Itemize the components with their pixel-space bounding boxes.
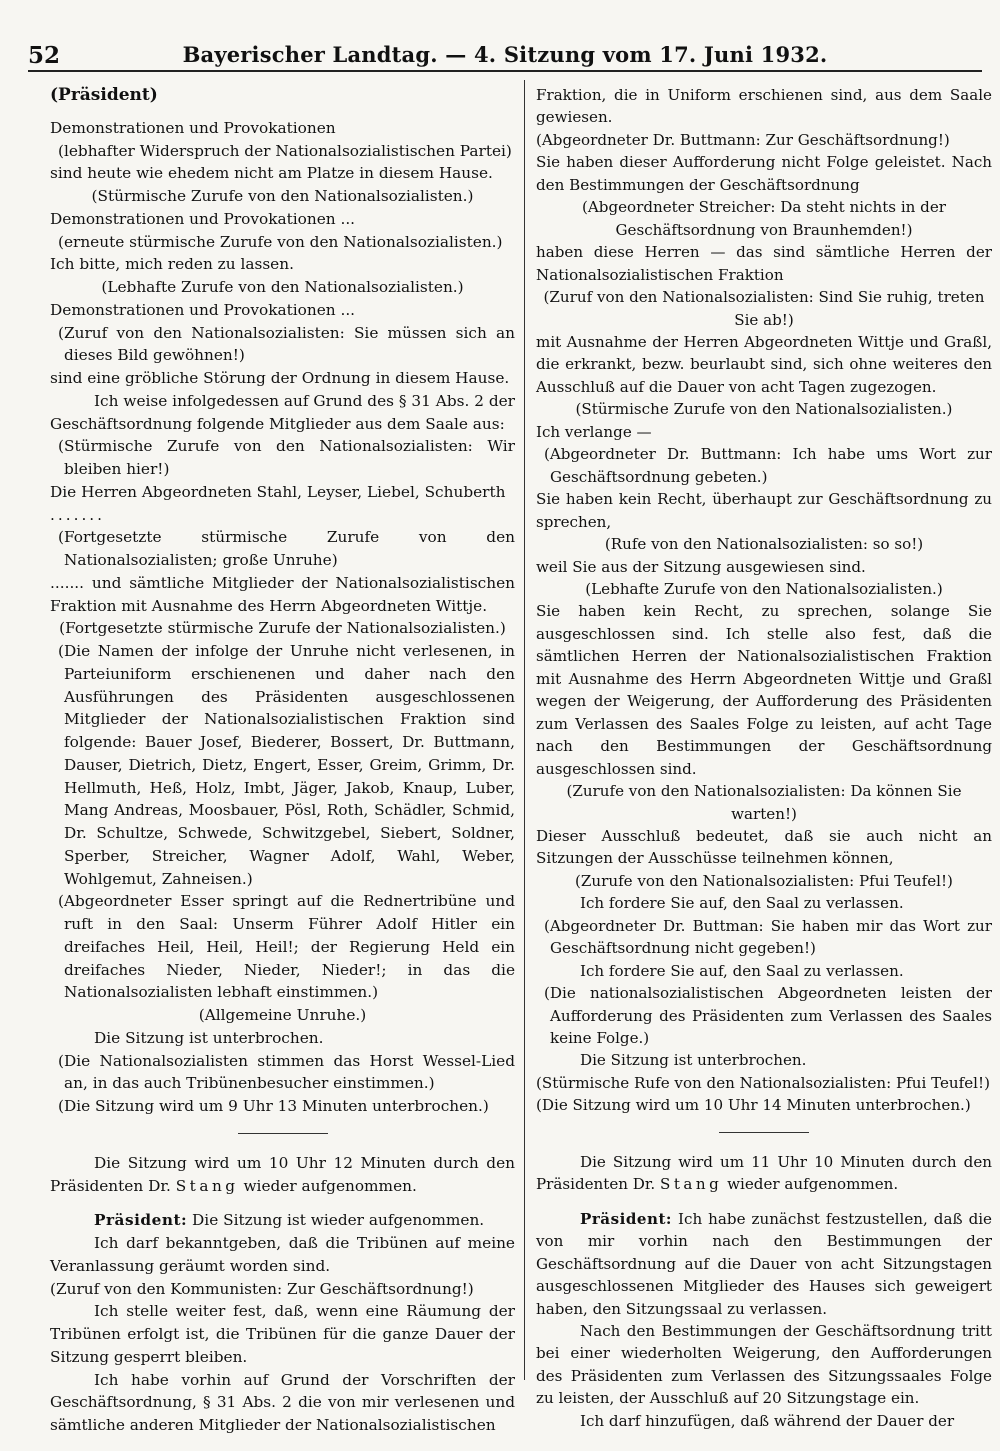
spacer xyxy=(50,1197,515,1209)
paragraph: Ich verlange — xyxy=(536,422,652,441)
note-text: wieder aufgenommen. xyxy=(238,1176,417,1195)
speech-text: Ich habe zunächst festzustellen, daß die von mir vorhin nach den Bestimmungen der Geschäftsordnung auf die Dauer von acht Sitzungstagen ausgeschlossenen Mitglieder des Hauses sich geweigert haben, den Sitzungssaal zu verlassen. xyxy=(536,1209,992,1318)
page-header xyxy=(28,36,982,72)
paragraph: Demonstrationen und Provokationen ... xyxy=(50,209,356,228)
interjection: (Abgeordneter Dr. Buttmann: Ich habe ums Wort zur Geschäftsordnung gebeten.) xyxy=(544,445,992,486)
interjection: (Abgeordneter Esser springt auf die Rednertribüne und ruft in den Saal: Unserm Führer Adolf Hitler ein dreifaches Heil, Heil, Heil!; der Regierung Held ein dreifaches Nieder, Nieder, Nieder!; in das die Nationalsozialisten lebhaft einstimmen.) xyxy=(58,892,515,1002)
interjection: (Stürmische Zurufe von den Nationalsozialisten.) xyxy=(91,187,474,205)
interjection: (Zuruf von den Kommunisten: Zur Geschäftsordnung!) xyxy=(50,1279,474,1298)
paragraph: Ich stelle weiter fest, daß, wenn eine Räumung der Tribünen erfolgt ist, die Tribünen für die ganze Dauer der Sitzung gesperrt bleiben. xyxy=(50,1302,515,1366)
interjection: (Stürmische Zurufe von den Nationalsozialisten.) xyxy=(575,400,953,419)
paragraph: Fraktion, die in Uniform erschienen sind, aus dem Saale gewiesen. xyxy=(536,86,992,127)
note-text: Die Sitzung wird um 11 Uhr 10 Minuten durch den Präsidenten Dr. xyxy=(536,1152,992,1194)
speaker-label: Präsident: xyxy=(580,1209,672,1228)
interjection: (Rufe von den Nationalsozialisten: so so!) xyxy=(604,535,924,554)
spacer xyxy=(536,1196,992,1208)
paragraph: Ich bitte, mich reden zu lassen. xyxy=(50,255,294,274)
note-text: Die Sitzung wird um 10 Uhr 12 Minuten durch den Präsidenten Dr. xyxy=(50,1153,515,1195)
paragraph: Sie haben kein Recht, überhaupt zur Geschäftsordnung zu sprechen, xyxy=(536,490,992,531)
paragraph: Demonstrationen und Provokationen xyxy=(50,118,336,137)
interjection: (Allgemeine Unruhe.) xyxy=(198,1006,367,1024)
paragraph: Dieser Ausschluß bedeutet, daß sie auch nicht an Sitzungen der Ausschüsse teilnehmen können, xyxy=(536,826,992,868)
speech-text: Die Sitzung ist wieder aufgenommen. xyxy=(187,1211,485,1230)
paragraph: Ich darf hinzufügen, daß während der Dauer der xyxy=(580,1411,955,1430)
interjection: (Zurufe von den Nationalsozialisten: Pfui Teufel!) xyxy=(575,871,953,890)
ellipsis: ....... xyxy=(50,505,106,524)
page-number: 52 xyxy=(28,42,61,69)
running-title: Bayerischer Landtag. — 4. Sitzung vom 17. Juni 1932. xyxy=(182,42,828,67)
paragraph: Die Sitzung ist unterbrochen. xyxy=(94,1028,324,1047)
interjection: (Abgeordneter Dr. Buttmann: Zur Geschäftsordnung!) xyxy=(536,130,950,149)
interjection: (erneute stürmische Zurufe von den Nationalsozialisten.) xyxy=(58,232,503,251)
interjection: (Lebhafte Zurufe von den Nationalsozialisten.) xyxy=(101,278,464,296)
paragraph: Sie haben dieser Aufforderung nicht Folge geleistet. Nach den Bestimmungen der Geschäftsordnung xyxy=(536,153,992,194)
interjection: (Die Nationalsozialisten stimmen das Horst Wessel-Lied an, in das auch Tribünenbesucher einstimmen.) xyxy=(58,1051,515,1093)
paragraph: sind heute wie ehedem nicht am Platze in diesem Hause. xyxy=(50,164,493,183)
note-text: wieder aufgenommen. xyxy=(722,1175,899,1194)
interjection: (Abgeordneter Dr. Buttman: Sie haben mir das Wort zur Geschäftsordnung nicht gegeben!) xyxy=(544,916,992,958)
president-name: Stang xyxy=(175,1176,239,1195)
interjection: (Abgeordneter Streicher: Da steht nichts in der Geschäftsordnung von Braunhemden!) xyxy=(582,198,946,239)
interjection: (Die Namen der infolge der Unruhe nicht verlesenen, in Parteiuniform erschienenen und daher nach den Ausführungen des Präsidenten ausgeschlossenen Mitglieder der Nationalsozialistischen Fraktion sind folgende: Bauer Josef, Biederer, Bossert, Dr. Buttmann, Dauser, Dietrich, Dietz, Engert, Esser, Greim, Grimm, Dr. Hellmuth, Heß, Holz, Imbt, Jäger, Jakob, Knaup, Luber, Mang Andreas, Moosbauer, Pösl, Roth, Schädler, Schmid, Dr. Schultze, Schwede, Schwitzgebel, Siebert, Soldner, Sperber, Streicher, Wagner Adolf, Wahl, Weber, Wohlgemut, Zahneisen.) xyxy=(58,642,515,888)
paragraph: weil Sie aus der Sitzung ausgewiesen sind. xyxy=(536,557,866,576)
right-column xyxy=(536,84,992,1432)
president-name: Stang xyxy=(660,1175,723,1194)
interjection: (Lebhafte Zurufe von den Nationalsozialisten.) xyxy=(585,579,943,598)
speaker-label: Präsident: xyxy=(94,1211,188,1230)
interjection: (Die nationalsozialistischen Abgeordneten leisten der Aufforderung des Präsidenten zum Verlassen des Saales keine Folge.) xyxy=(544,984,992,1048)
paragraph: Ich habe vorhin auf Grund der Vorschriften der Geschäftsordnung, § 31 Abs. 2 die von mir verlesenen und sämtliche anderen Mitglieder der Nationalsozialistischen xyxy=(50,1370,515,1434)
resumption-note xyxy=(50,1152,515,1198)
paragraph: Ich fordere Sie auf, den Saal zu verlassen. xyxy=(580,894,904,913)
paragraph: Die Herren Abgeordneten Stahl, Leyser, Liebel, Schuberth xyxy=(50,482,506,501)
resumption-note xyxy=(536,1151,992,1196)
section-separator xyxy=(719,1132,809,1133)
paragraph: Demonstrationen und Provokationen ... xyxy=(50,300,356,319)
left-column xyxy=(50,84,515,1437)
paragraph: Ich darf bekanntgeben, daß die Tribünen auf meine Veranlassung geräumt worden sind. xyxy=(50,1234,515,1275)
section-separator xyxy=(238,1133,328,1134)
speech-paragraph xyxy=(50,1209,515,1232)
speaker-heading: (Präsident) xyxy=(50,85,158,105)
interjection: (Die Sitzung wird um 9 Uhr 13 Minuten unterbrochen.) xyxy=(58,1097,489,1115)
interjection: (Fortgesetzte stürmische Zurufe der Nationalsozialisten.) xyxy=(59,619,506,638)
interjection: (Fortgesetzte stürmische Zurufe von den Nationalsozialisten; große Unruhe) xyxy=(58,528,515,569)
paragraph: Sie haben kein Recht, zu sprechen, solange Sie ausgeschlossen sind. Ich stelle also fest, daß die sämtlichen Herren der Nationalsozialistischen Fraktion mit Ausnahme des Herrn Abgeordneten Wittje und Graßl wegen der Weigerung, der Aufforderung des Präsidenten zum Verlassen des Saales Folge zu leisten, auf acht Tage nach den Bestimmungen der Geschäftsordnung ausgeschlossen sind. xyxy=(536,602,992,778)
interjection: (lebhafter Widerspruch der Nationalsozialistischen Partei) xyxy=(58,141,512,160)
paragraph: Die Sitzung ist unterbrochen. xyxy=(580,1051,807,1070)
paragraph: haben diese Herren — das sind sämtliche Herren der Nationalsozialistischen Fraktion xyxy=(536,243,992,284)
column-divider xyxy=(524,80,525,1380)
paragraph: mit Ausnahme der Herren Abgeordneten Wittje und Graßl, die erkrankt, bezw. beurlaubt sind, sich ohne weiteres den Ausschluß auf die Dauer von acht Tagen zugezogen. xyxy=(536,332,992,396)
interjection: (Stürmische Rufe von den Nationalsozialisten: Pfui Teufel!) xyxy=(536,1073,990,1092)
paragraph: Ich weise infolgedessen auf Grund des § 31 Abs. 2 der Geschäftsordnung folgende Mitglieder aus dem Saale aus: xyxy=(50,391,515,433)
interjection: (Die Sitzung wird um 10 Uhr 14 Minuten unterbrochen.) xyxy=(536,1096,971,1115)
interjection: (Zuruf von den Nationalsozialisten: Sind Sie ruhig, treten Sie ab!) xyxy=(543,288,985,329)
paragraph: Nach den Bestimmungen der Geschäftsordnung tritt bei einer wiederholten Weigerung, den Aufforderungen des Präsidenten zum Verlassen des Sitzungssaales Folge zu leisten, der Ausschluß auf 20 Sitzungstage ein. xyxy=(536,1322,992,1408)
speech-paragraph xyxy=(536,1208,992,1320)
interjection: (Stürmische Zurufe von den Nationalsozialisten: Wir bleiben hier!) xyxy=(58,437,515,478)
interjection: (Zurufe von den Nationalsozialisten: Da können Sie warten!) xyxy=(566,782,962,823)
paragraph: sind eine gröbliche Störung der Ordnung in diesem Hause. xyxy=(50,369,510,387)
interjection: (Zuruf von den Nationalsozialisten: Sie müssen sich an dieses Bild gewöhnen!) xyxy=(58,323,515,365)
paragraph: ....... und sämtliche Mitglieder der Nationalsozialistischen Fraktion mit Ausnahme des Herrn Abgeordneten Wittje. xyxy=(50,573,515,615)
paragraph: Ich fordere Sie auf, den Saal zu verlassen. xyxy=(580,961,904,980)
